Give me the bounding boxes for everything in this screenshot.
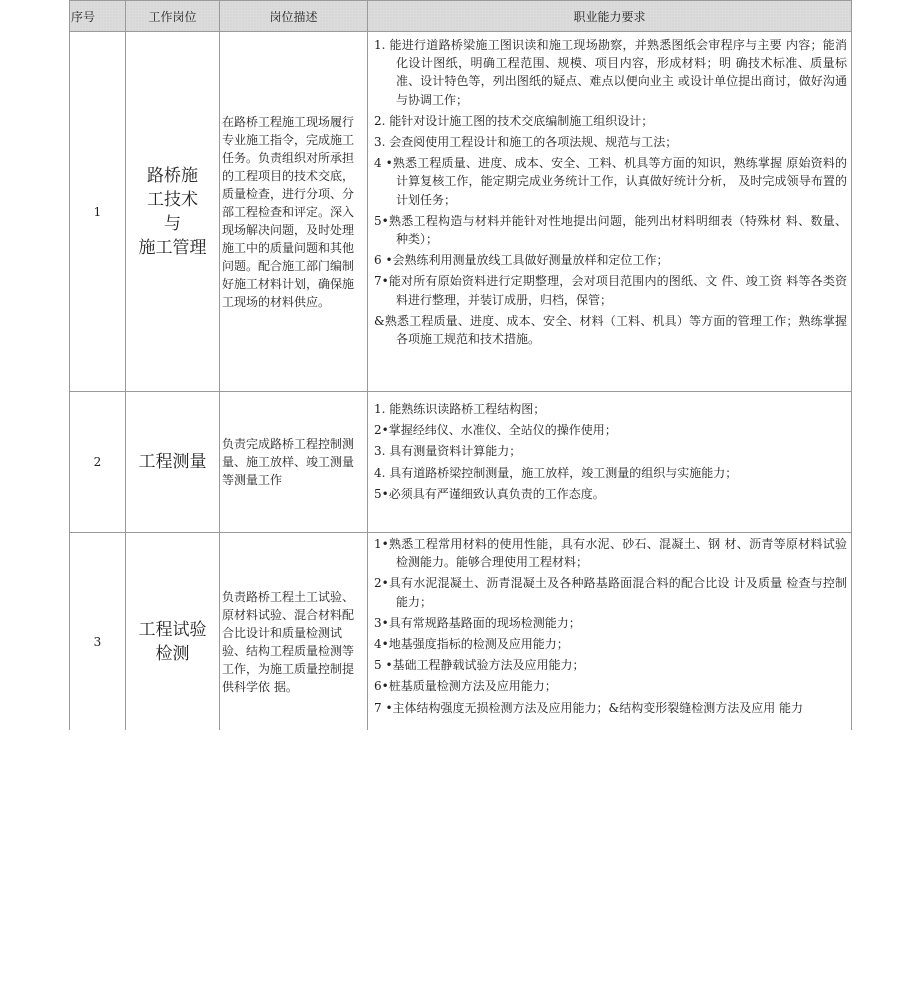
header-description: 岗位描述 [220,1,368,32]
job-title-line: 工程测量 [138,452,207,472]
job-title-line: 与 [164,213,181,234]
job-title [126,392,220,533]
requirement-item: 7•能对所有原始资料进行定期整理，会对项目范围内的图纸、文 件、竣工资 料等各类资料进行整理，并装订成册，归档，保管； [374,274,847,307]
requirement-item: 4. 具有道路桥梁控制测量，施工放样，竣工测量的组织与实施能力； [374,465,738,480]
requirement-item: 3•具有常规路基路面的现场检测能力； [374,615,581,630]
requirement-item: 6•桩基质量检测方法及应用能力； [374,679,557,694]
job-title-line: 工程试验 [138,620,207,640]
job-requirements [368,32,852,392]
requirement-item: 4 •熟悉工程质量、进度、成本、安全、工料、机具等方面的知识，熟练掌握 原始资料的计算复核工作，能定期完成业务统计工作，认真做好统计分析， 及时完成领导布置的计划任务； [374,156,847,207]
row-number: 3 [70,533,126,731]
requirement-item: 3. 具有测量资料计算能力； [374,444,522,459]
requirement-item: 4•地基强度指标的检测及应用能力； [374,637,569,652]
requirement-item: 2•具有水泥混凝土、沥青混凝土及各种路基路面混合料的配合比设 计及质量 检查与控制能力； [374,576,847,609]
job-title-line: 检测 [155,644,190,664]
requirement-item: 5•必须具有严谨细致认真负责的工作态度。 [374,486,605,501]
job-requirements [368,533,852,731]
header-requirements: 职业能力要求 [368,1,852,32]
job-description: 负责路桥工程土工试验、原材料试验、混合材料配合比设计和质量检测试验、结构工程质量检测等工作，为施工质量控制提供科学依 据。 [220,533,368,731]
job-title-line: 工技术 [147,189,198,210]
header-no: 序号 [70,1,126,32]
row-number: 1 [70,32,126,392]
job-title-line: 路桥施 [147,165,198,186]
table-header-row [70,1,852,32]
job-title [126,32,220,392]
requirement-item: 1. 能进行道路桥梁施工图识读和施工现场勘察，并熟悉图纸会审程序与主要 内容；能消化设计图纸，明确工程范围、规模、项目内容，形成材料；明 确技术标准、质量标准、设计特色等，列出图纸的疑点、难点以便向业主 或设计单位提出商讨，做好沟通与协调工作； [374,38,847,107]
requirement-item: 3. 会查阅使用工程设计和施工的各项法规、规范与工法； [374,135,678,150]
table-row [70,533,852,731]
job-title-line: 施工管理 [138,237,207,258]
requirement-item: 6 •会熟练利用测量放线工具做好测量放样和定位工作； [374,253,669,268]
job-title [126,533,220,731]
requirement-item: 5 •基础工程静载试验方法及应用能力； [374,658,585,673]
job-description: 负责完成路桥工程控制测量、施工放样、竣工测量等测量工作 [220,392,368,533]
table-row [70,32,852,392]
row-number: 2 [70,392,126,533]
requirement-item: &熟悉工程质量、进度、成本、安全、材料（工料、机具）等方面的管理工作；熟练掌握各项施工规范和技术措施。 [374,313,847,347]
job-requirements [368,392,852,533]
job-description: 在路桥工程施工现场履行专业施工指令，完成施工任务。负责组织对所承担的工程项目的技术交底，质量检查，进行分项、分部工程检查和评定。深入现场解决问题，及时处理施工中的质量问题和其他问题。配合施工部门编制好施工材料计划，确保施工现场的材料供应。 [220,32,368,392]
requirement-item: 2•掌握经纬仪、水准仪、全站仪的操作使用； [374,423,617,438]
job-competency-table [69,0,852,730]
table-row [70,392,852,533]
header-job: 工作岗位 [126,1,220,32]
requirement-item: 1•熟悉工程常用材料的使用性能，具有水泥、砂石、混凝土、钢 材、沥青等原材料试验检测能力。能够合理使用工程材料； [374,537,847,570]
requirement-item: 7 •主体结构强度无损检测方法及应用能力；&结构变形裂缝检测方法及应用 能力 [374,700,804,715]
requirement-item: 2. 能针对设计施工图的技术交底编制施工组织设计； [374,113,654,128]
requirement-item: 5•熟悉工程构造与材料并能针对性地提出问题，能列出材料明细表（特殊材 料、数量、种类）； [374,213,847,247]
requirement-item: 1. 能熟练识读路桥工程结构图； [374,402,546,416]
